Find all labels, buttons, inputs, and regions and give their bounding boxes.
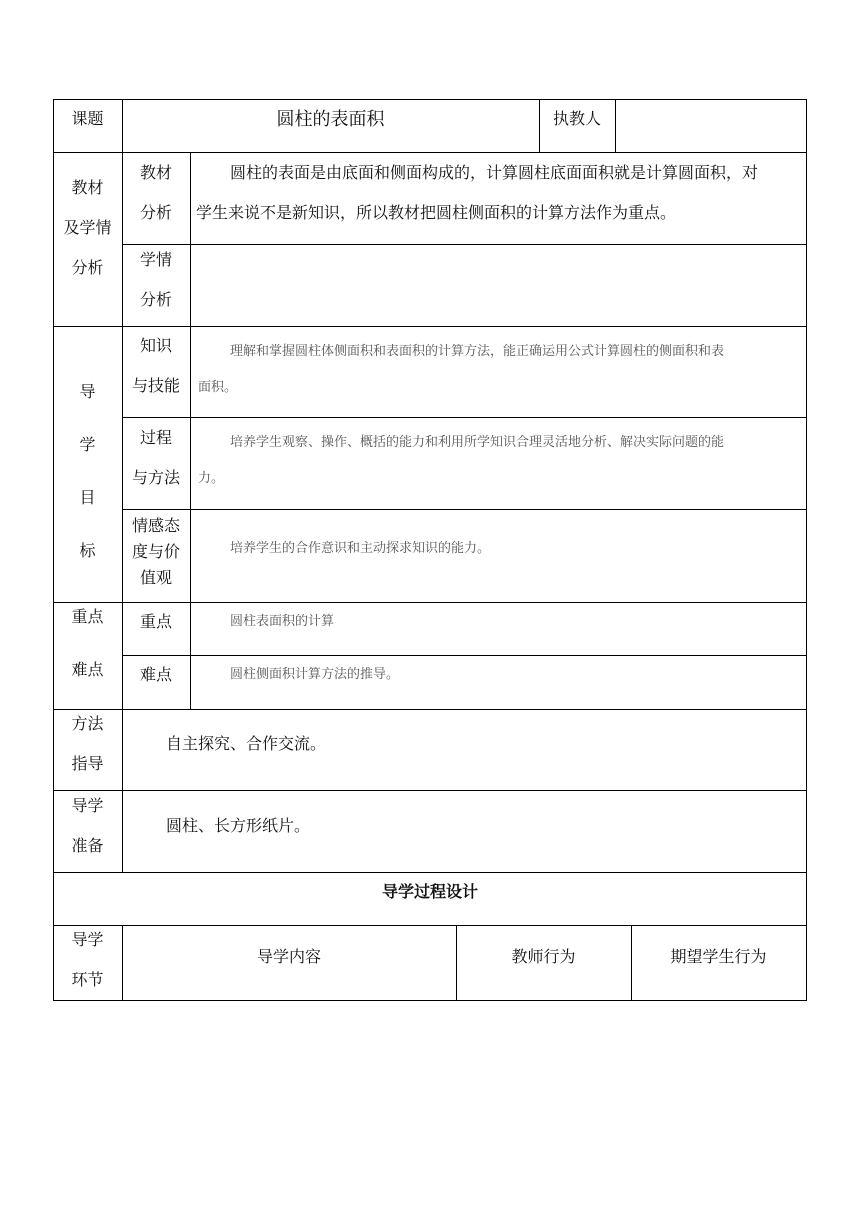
- difficult-point-label: 难点: [139, 665, 172, 684]
- prep-text: 圆柱、长方形纸片。: [166, 816, 311, 835]
- topic-value: 圆柱的表面积: [276, 109, 385, 130]
- col-content-header: 导学内容: [256, 947, 321, 966]
- teacher-value: [615, 99, 806, 139]
- key-point-label: 重点: [139, 612, 172, 631]
- prep-label: 导学 准备: [71, 796, 104, 855]
- key-point-text: 圆柱表面积的计算: [230, 614, 335, 629]
- row-line: [122, 417, 807, 418]
- difficult-point-text: 圆柱侧面积计算方法的推导。: [230, 667, 400, 682]
- emotion-value-text: 培养学生的合作意识和主动探求知识的能力。: [230, 541, 491, 556]
- row-line: [53, 709, 807, 710]
- keypoints-group-label: 重点 难点: [71, 607, 104, 679]
- table-border-right: [806, 99, 807, 1001]
- col-student-header: 期望学生行为: [670, 947, 767, 966]
- teacher-label: 执教人: [552, 109, 601, 128]
- knowledge-skill-text: 理解和掌握圆柱体侧面积和表面积的计算方法，能正确运用公式计算圆柱的侧面积和表 面积。: [198, 344, 725, 395]
- method-text: 自主探究、合作交流。: [166, 734, 327, 753]
- row-line: [122, 244, 807, 245]
- row-line: [53, 925, 807, 926]
- textbook-analysis-label: 教材 分析: [139, 163, 172, 222]
- method-label: 方法 指导: [71, 714, 104, 773]
- process-method-text: 培养学生观察、操作、概括的能力和利用所学知识合理灵活地分析、解决实际问题的能 力。: [198, 435, 725, 486]
- analysis-group-label: 教材 及学情 分析: [63, 178, 112, 277]
- emotion-value-label: 情感态 度与价 值观: [131, 516, 180, 587]
- topic-label: 课题: [71, 109, 104, 128]
- row-line: [122, 509, 807, 510]
- row-line: [53, 790, 807, 791]
- knowledge-skill-label: 知识 与技能: [131, 336, 180, 395]
- textbook-analysis-text: 圆柱的表面是由底面和侧面构成的，计算圆柱底面面积就是计算圆面积，对 学生来说不是新知识，所以教材把圆柱侧面积的计算方法作为重点。: [196, 163, 759, 222]
- col-line: [190, 152, 191, 709]
- process-design-title: 导学过程设计: [381, 882, 478, 901]
- process-method-label: 过程 与方法: [131, 428, 180, 487]
- col-teacher-header: 教师行为: [511, 947, 576, 966]
- col-stage-header: 导学 环节: [71, 930, 104, 989]
- row-line: [53, 1000, 807, 1001]
- objectives-group-label: 导 学 目 标: [79, 382, 96, 560]
- student-analysis-label: 学情 分析: [139, 250, 172, 309]
